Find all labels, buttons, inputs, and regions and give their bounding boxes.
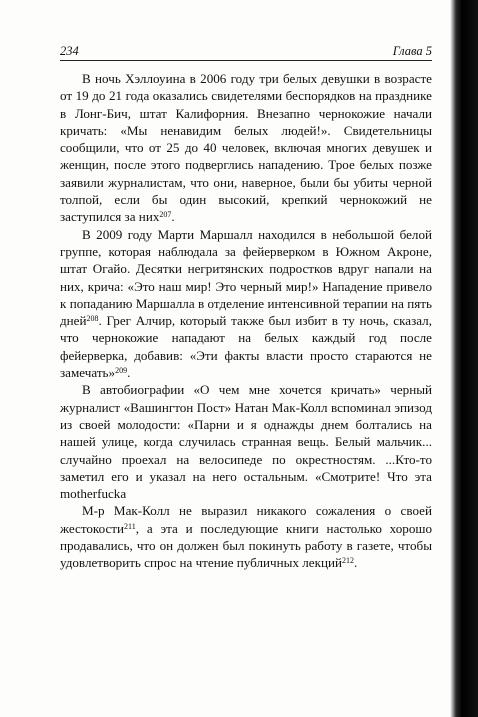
paragraph-2 bbox=[60, 226, 432, 382]
footnote-ref: 212 bbox=[342, 556, 355, 566]
footnote-ref: 209 bbox=[115, 366, 128, 376]
running-header bbox=[60, 44, 432, 59]
paragraph-text: В 2009 году Марти Маршалл находился в небольшой белой группе, которая наблюдала за фейерверком в Южном Акроне, штат Огайо. Десятки негритянских подростков вдруг напали на них, крича: «Это наш мир! Это черный мир!» Нападение привело к попаданию Маршалла в отделение интенсивной терапии на пять дней bbox=[60, 226, 432, 329]
paragraph-tail: . bbox=[171, 209, 175, 225]
body-text bbox=[60, 70, 432, 572]
paragraph-1 bbox=[60, 70, 432, 226]
footnote-ref: 211 bbox=[124, 521, 136, 531]
footnote-ref: 207 bbox=[159, 210, 172, 220]
paragraph-text: В ночь Хэллоуина в 2006 году три белых девушки в возрасте от 19 до 21 года оказались свидетелями беспорядков на празднике в Лонг-Бич, штат Калифорния. Внезапно чернокожие начали кричать: «Мы ненавидим белых людей!». Свидетельницы сообщили, что от 25 до 40 человек, включая многих девушек и женщин, после этого подверглись нападению. Трое белых позже заявили журналистам, что они, наверное, были бы убиты черной толпой, если бы один высокий, крепкий чернокожий не заступился за них bbox=[60, 71, 432, 225]
chapter-title: Глава 5 bbox=[392, 44, 432, 58]
paragraph-text: В автобиографии «О чем мне хочется кричать» черный журналист «Вашингтон Пост» Натан Мак-Колл вспоминал эпизод из своей молодости: «Парни и я однажды днем болтались на нашей улице, когда случилась странная вещь. Белый мальчик... случайно проехал на велосипеде по окрестностям. ...Кто-то заметил его и указал на него остальным. «Смотрите! Что эта motherfucka bbox=[60, 382, 432, 502]
scan-edge-shadow bbox=[450, 0, 478, 717]
paragraph-3 bbox=[60, 381, 432, 502]
paragraph-tail: . bbox=[127, 365, 131, 381]
paragraph-4 bbox=[60, 502, 432, 571]
paragraph-tail: , а эта и последующие книги настолько хорошо продавались, что он должен был покинуть работу в газете, чтобы удовлетворить спрос на чтение публичных лекций bbox=[60, 520, 432, 571]
paragraph-tail: . Грег Алчир, который также был избит в ту ночь, сказал, что чернокожие нападают на белых каждый год после фейерверка, добавив: «Эти факты власти просто стараются не замечать» bbox=[60, 313, 432, 381]
paragraph-text: М-р Мак-Колл не выразил никакого сожаления о своей жестокости bbox=[60, 503, 432, 536]
footnote-ref: 208 bbox=[86, 314, 99, 324]
paragraph-tail: . bbox=[354, 555, 358, 571]
page-number: 234 bbox=[60, 44, 79, 58]
header-rule bbox=[60, 60, 432, 61]
